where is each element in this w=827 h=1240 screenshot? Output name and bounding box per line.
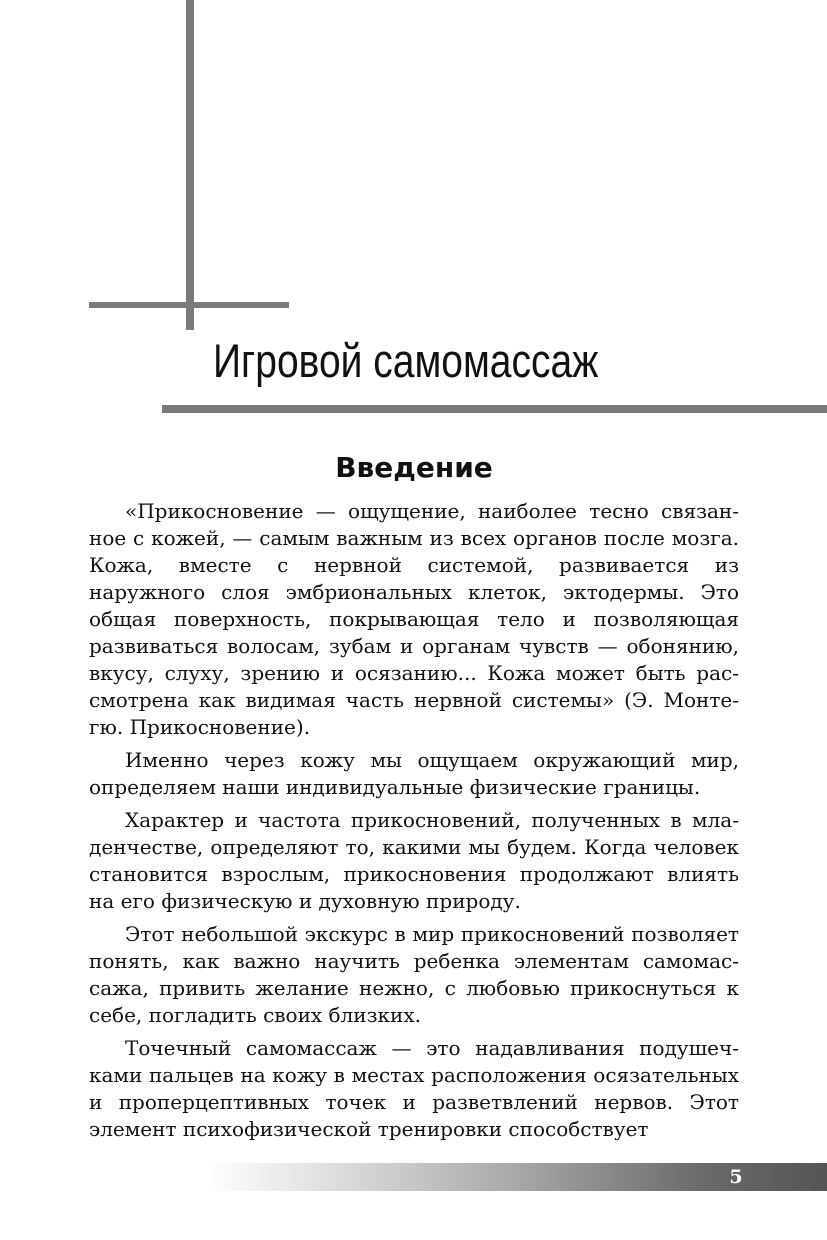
page-number: 5 — [729, 1166, 743, 1188]
paragraph: Именно через кожу мы ощущаем окружающий мир, определяем наши индивидуальные физические границы. — [89, 748, 739, 799]
chapter-title: Игровой самомассаж — [213, 334, 599, 387]
paragraph: Этот небольшой экскурс в мир прикосновений позволяет понять, как важно научить ребенка элементам самомассажа, привить желание нежно, с любовью прикоснуться к себе, погладить своих близких. — [89, 922, 739, 1027]
section-title: Введение — [335, 451, 493, 484]
paragraph: Характер и частота прикосновений, полученных в младенчестве, определяют то, какими мы будем. Когда человек становится взрослым, прикосновения продолжают влиять на его физическую и духовную природу. — [89, 808, 739, 913]
paragraph: «Прикосновение — ощущение, наиболее тесно связанное с кожей, — самым важным из всех органов после мозга. Кожа, вместе с нервной системой, развивается из наружного слоя эмбриональных клеток, эктодермы. Это общая поверхность, покрывающая тело и позволяющая развиваться волосам, зубам и органам чувств — обонянию, вкусу, слуху, зрению и осязанию... Кожа может быть рассмотрена как видимая часть нервной системы» (Э. Монтегю. Прикосновение). — [89, 499, 739, 739]
vertical-rule — [186, 0, 194, 330]
horizontal-rule-short — [89, 302, 289, 308]
body-text — [89, 498, 739, 1143]
horizontal-rule-long — [162, 405, 827, 413]
paragraph: Точечный самомассаж — это надавливания подушечками пальцев на кожу в местах расположения осязательных и проперцептивных точек и разветвлений нервов. Этот элемент психофизической тренировки способствует — [89, 1036, 739, 1141]
